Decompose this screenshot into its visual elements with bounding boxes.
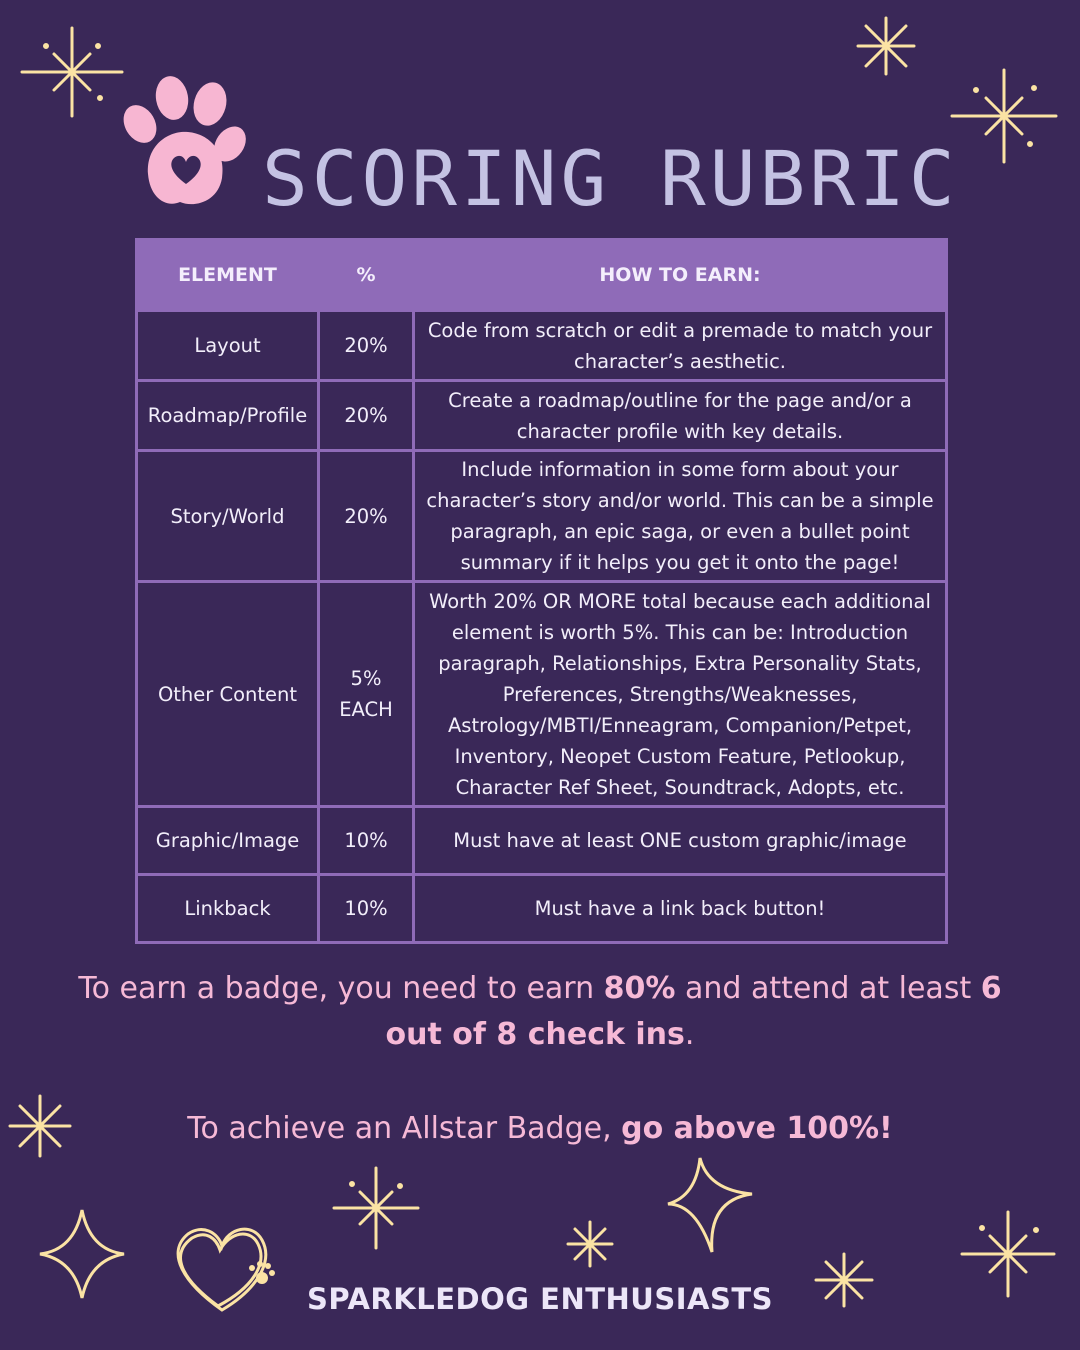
- element-cell: Graphic/Image: [137, 807, 319, 875]
- sparkle-icon: [668, 1158, 752, 1252]
- how-to-earn-cell: Create a roadmap/outline for the page and/or a character profile with key details.: [414, 381, 947, 451]
- table-header-row: [137, 240, 947, 311]
- title-area: [110, 70, 990, 230]
- allstar-badge-text: To achieve an Allstar Badge, go above 100%!: [187, 1111, 893, 1146]
- badge-requirement-text: To earn a badge, you need to earn 80% and attend at least 6 out of 8 check ins.: [78, 971, 1002, 1052]
- table-row: [137, 381, 947, 451]
- table-row: [137, 875, 947, 943]
- element-cell: Other Content: [137, 582, 319, 807]
- sparkle-icon: [22, 28, 122, 116]
- rubric-table: [135, 238, 948, 944]
- table-row: [137, 311, 947, 381]
- percent-cell: 10%: [319, 875, 414, 943]
- percent-cell: 20%: [319, 381, 414, 451]
- how-to-earn-cell: Worth 20% OR MORE total because each additional element is worth 5%. This can be: Introduction paragraph, Relationships, Extra Personality Stats, Preferences, Strengths/Weaknesses, Astrology/MBTI/Enneagram, Companion/Petpet, Inventory, Neopet Custom Feature, Petlookup, Character Ref Sheet, Soundtrack, Adopts, etc.: [414, 582, 947, 807]
- footer-brand: SPARKLEDOG ENTHUSIASTS: [307, 1282, 773, 1316]
- column-header-element: ELEMENT: [137, 240, 319, 311]
- how-to-earn-cell: Must have a link back button!: [414, 875, 947, 943]
- paw-heart-icon: [118, 74, 248, 214]
- sparkle-icon: [334, 1168, 418, 1248]
- element-cell: Linkback: [137, 875, 319, 943]
- sparkle-icon: [568, 1222, 612, 1266]
- element-cell: Roadmap/Profile: [137, 381, 319, 451]
- how-to-earn-cell: Code from scratch or edit a premade to match your character’s aesthetic.: [414, 311, 947, 381]
- table-row: [137, 451, 947, 582]
- column-header-percent: %: [319, 240, 414, 311]
- percent-cell: 20%: [319, 451, 414, 582]
- how-to-earn-cell: Include information in some form about your character’s story and/or world. This can be a simple paragraph, an epic saga, or even a bullet point summary if it helps you get it onto the page!: [414, 451, 947, 582]
- how-to-earn-cell: Must have at least ONE custom graphic/image: [414, 807, 947, 875]
- percent-cell: 5% EACH: [319, 582, 414, 807]
- table-row: [137, 807, 947, 875]
- percent-cell: 10%: [319, 807, 414, 875]
- column-header-how-to-earn: HOW TO EARN:: [414, 240, 947, 311]
- percent-cell: 20%: [319, 311, 414, 381]
- table-row: [137, 582, 947, 807]
- element-cell: Story/World: [137, 451, 319, 582]
- page-title: SCORING RUBRIC: [262, 134, 959, 223]
- element-cell: Layout: [137, 311, 319, 381]
- sparkle-icon: [858, 18, 914, 74]
